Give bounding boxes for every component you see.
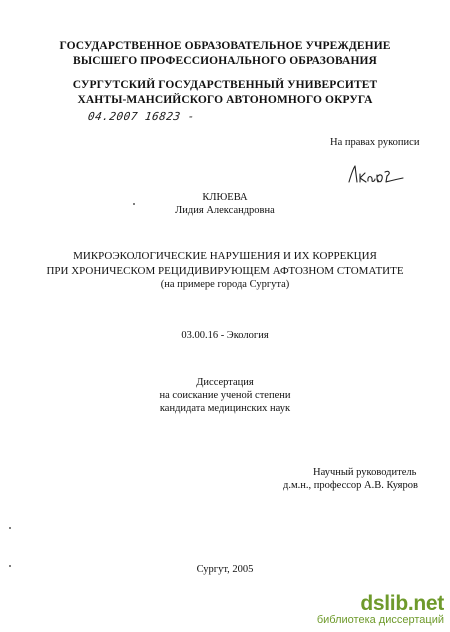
- author-surname: КЛЮЕВА: [202, 192, 248, 203]
- specialty-code: 03.00.16 - Экология: [181, 330, 269, 341]
- watermark-logo: dslib.net: [360, 592, 444, 615]
- title-line-3: (на примере города Сургута): [160, 279, 290, 290]
- org-line-1: ГОСУДАРСТВЕННОЕ ОБРАЗОВАТЕЛЬНОЕ УЧРЕЖДЕНИЕ: [59, 40, 391, 52]
- title-line-1: МИКРОЭКОЛОГИЧЕСКИЕ НАРУШЕНИЯ И ИХ КОРРЕКЦИЯ: [73, 250, 377, 262]
- handwritten-signature: [347, 163, 405, 190]
- org-line-3: СУРГУТСКИЙ ГОСУДАРСТВЕННЫЙ УНИВЕРСИТЕТ: [72, 79, 378, 91]
- degree-line-3: кандидата медицинских наук: [159, 403, 291, 414]
- author-name: Лидия Александровна: [175, 205, 275, 216]
- scan-speck-left-1: [9, 527, 11, 529]
- supervisor-name: д.м.н., профессор А.В. Куяров: [283, 480, 418, 491]
- place-year: Сургут, 2005: [196, 564, 254, 575]
- dslib-watermark: [317, 593, 444, 626]
- supervisor-label: Научный руководитель: [313, 467, 417, 478]
- org-line-4: ХАНТЫ-МАНСИЙСКОГО АВТОНОМНОГО ОКРУГА: [77, 94, 373, 106]
- org-line-2: ВЫСШЕГО ПРОФЕССИОНАЛЬНОГО ОБРАЗОВАНИЯ: [73, 55, 377, 67]
- degree-line-2: на соискание ученой степени: [159, 390, 291, 401]
- rights-note: На правах рукописи: [330, 137, 420, 148]
- title-line-2: ПРИ ХРОНИЧЕСКОМ РЕЦИДИВИРУЮЩЕМ АФТОЗНОМ СТОМАТИТЕ: [46, 265, 404, 277]
- watermark-subtitle: библиотека диссертаций: [316, 614, 444, 626]
- registration-number-handwritten: 04.2007 16823 -: [87, 110, 196, 123]
- degree-line-1: Диссертация: [196, 377, 254, 388]
- signature-image: [347, 163, 405, 185]
